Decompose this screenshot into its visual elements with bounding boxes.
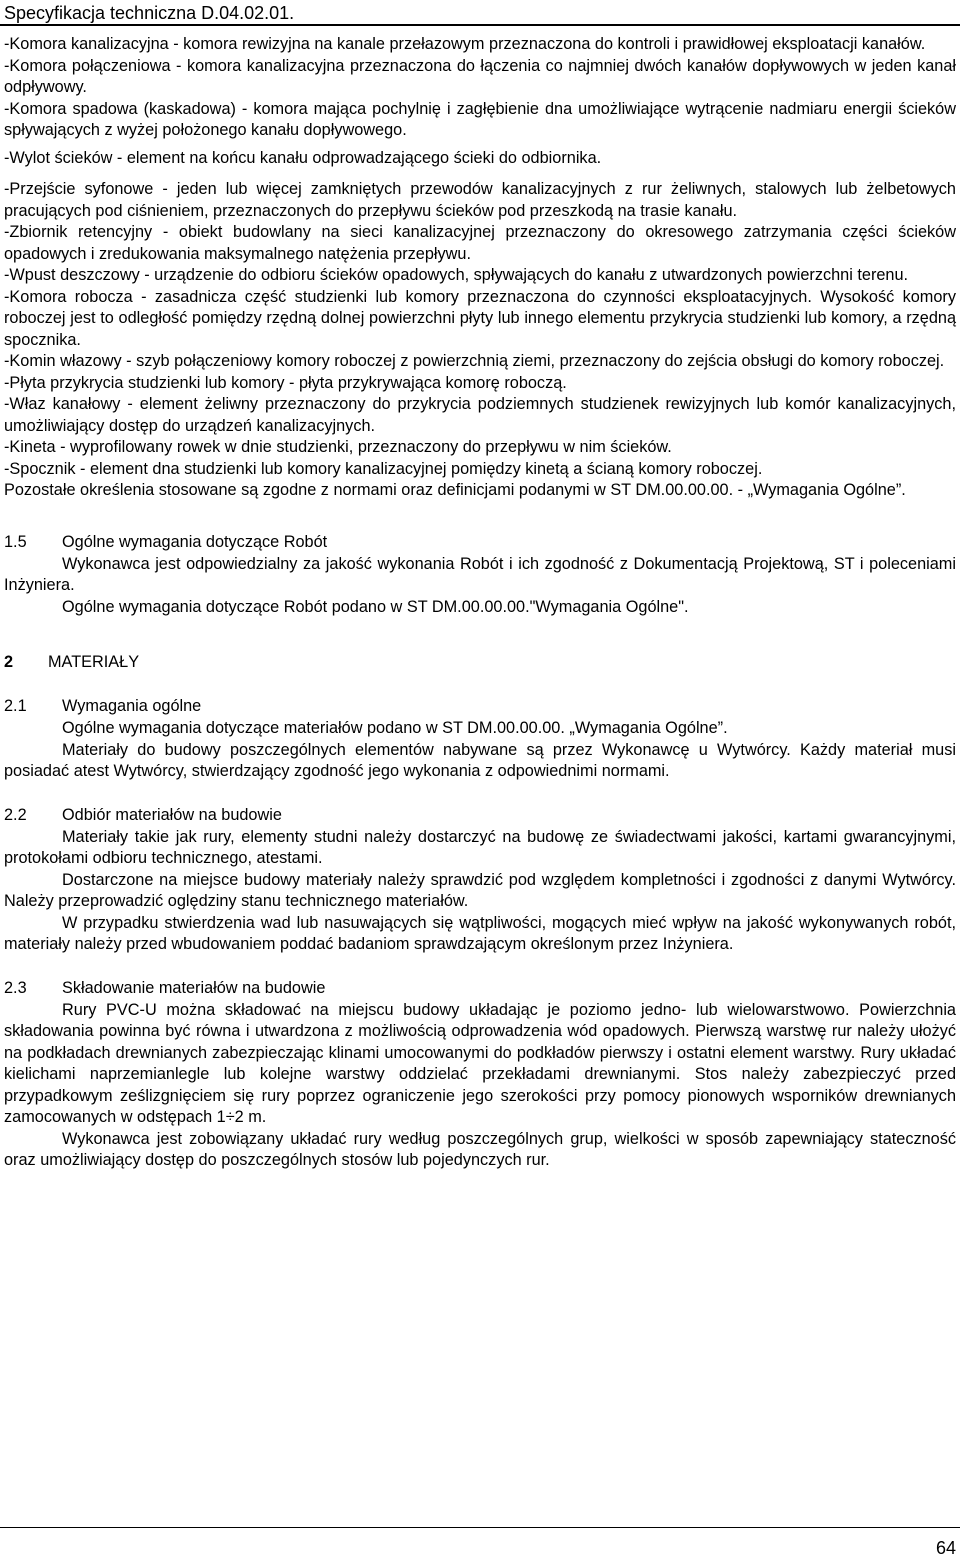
section-heading-2-2 [4,805,956,827]
definition-zbiornik-retencyjny: -Zbiornik retencyjny - obiekt budowlany na sieci kanalizacyjnej przeznaczony do okresowego zatrzymania części ścieków opadowych i zredukowania maksymalnego natężenia przepływu. [4,223,956,263]
section-title: Odbiór materiałów na budowie [62,805,282,824]
section-title: Składowanie materiałów na budowie [62,978,326,997]
section-number: 2.2 [4,805,27,824]
section-heading-1-5 [4,532,956,554]
definition-wlaz-kanalowy: -Właz kanałowy - element żeliwny przeznaczony do przykrycia podziemnych studzienek rewizyjnych lub komór kanalizacyjnych, umożliwiający dostęp do urządzeń kanalizacyjnych. [4,395,956,435]
document-body [4,34,956,1172]
section-heading-2 [4,652,956,674]
section-title: Ogólne wymagania dotyczące Robót [62,532,328,551]
paragraph: Dostarczone na miejsce budowy materiały należy sprawdzić pod względem kompletności i zgodności z danymi Wytwórcy. Należy przeprowadzić oględziny stanu technicznego materiałów. [4,870,956,910]
definition-komora-robocza: -Komora robocza - zasadnicza część studzienki lub komory przeznaczona do czynności eksploatacyjnych. Wysokość komory roboczej jest to odległość pomiędzy rzędną dolnej powierzchni płyty lub innego elementu przykrycia studzienki lub komory, a rzędną spocznika. [4,287,956,349]
page-number: 64 [935,1538,956,1558]
section-number: 2.3 [4,978,27,997]
header-divider [0,24,960,26]
paragraph: W przypadku stwierdzenia wad lub nasuwających się wątpliwości, mogących mieć wpływ na jakość wykonywanych robót, materiały należy przed wbudowaniem poddać badaniom sprawdzającym określonym przez Inżyniera. [4,913,956,953]
definition-komora-polaczeniowa: -Komora połączeniowa - komora kanalizacyjna przeznaczona do łączenia co najmniej dwóch kanałów dopływowych w jeden kanał odpływowy. [4,56,956,96]
paragraph: Rury PVC-U można składować na miejscu budowy układając je poziomo jedno- lub wielowarstwowo. Powierzchnia składowania powinna być równa i utwardzona z możliwością odprowadzenia wód opadowych. Pierwszą warstwę rur należy ułożyć na podkładach drewnianych zabezpieczając klinami umocowanymi do podkładów pierwszy i ostatni element warstwy. Rury układać kielichami naprzemianlegle lub kolejne warstwy oddzielać przekładami drewnianymi. Stos należy zabezpieczyć przed przypadkowym ześlizgnięciem się rury poprzez ograniczenie jego szerokości przy pomocy pionowych wsporników drewnianych zamocowanych w odstępach 1÷2 m. [4,1000,956,1126]
paragraph: Materiały do budowy poszczególnych elementów nabywane są przez Wykonawcę u Wytwórcy. Każdy materiał musi posiadać atest Wytwórcy, stwierdzający zgodność jego wykonania z odpowiednimi normami. [4,740,956,780]
footer-divider [0,1527,960,1528]
definition-kineta: -Kineta - wyprofilowany rowek w dnie studzienki, przeznaczony do przepływu w nim ścieków. [4,438,672,456]
definition-komin-wlazowy: -Komin włazowy - szyb połączeniowy komory roboczej z powierzchnią ziemi, przeznaczony do zejścia obsługi do komory roboczej. [4,352,945,370]
section-number: 1.5 [4,532,27,551]
definition-spocznik: -Spocznik - element dna studzienki lub komory kanalizacyjnej pomiędzy kinetą a ścianą komory roboczej. [4,459,763,478]
section-heading-2-1 [4,696,956,718]
paragraph: Ogólne wymagania dotyczące Robót podano w ST DM.00.00.00."Wymagania Ogólne". [62,597,689,616]
document-header-title: Specyfikacja techniczna D.04.02.01. [4,3,295,23]
paragraph: Materiały takie jak rury, elementy studni należy dostarczyć na budowę ze świadectwami jakości, kartami gwarancyjnymi, protokołami odbioru technicznego, atestami. [4,827,956,867]
section-title: Wymagania ogólne [62,697,202,715]
definition-wylot-sciekow: -Wylot ścieków - element na końcu kanału odprowadzającego ścieki do odbiornika. [4,148,602,167]
section-number: 2.1 [4,697,27,715]
section-title: MATERIAŁY [48,653,140,671]
section-number: 2 [4,653,14,671]
definition-komora-kanalizacyjna: -Komora kanalizacyjna - komora rewizyjna na kanale przełazowym przeznaczona do kontroli i prawidłowej eksploatacji kanałów. [4,35,926,53]
definition-plyta-przykrycia: -Płyta przykrycia studzienki lub komory - płyta przykrywająca komorę roboczą. [4,373,567,392]
definitions-closing-note: Pozostałe określenia stosowane są zgodne z normami oraz definicjami podanymi w ST DM.00.00.00. - „Wymagania Ogólne”. [4,481,906,499]
section-heading-2-3 [4,978,956,1000]
paragraph: Wykonawca jest odpowiedzialny za jakość wykonania Robót i ich zgodność z Dokumentacją Projektową, ST i poleceniami Inżyniera. [4,554,956,594]
definition-przejscie-syfonowe: -Przejście syfonowe - jeden lub więcej zamkniętych przewodów kanalizacyjnych z rur żeliwnych, stalowych lub żelbetowych pracujących pod ciśnieniem, przeznaczonych do przepływu ścieków pod przeszkodą na trasie kanału. [4,180,956,220]
definition-wpust-deszczowy: -Wpust deszczowy - urządzenie do odbioru ścieków opadowych, spływających do kanału z utwardzonych powierzchni terenu. [4,266,909,284]
definition-komora-spadowa: -Komora spadowa (kaskadowa) - komora mająca pochylnię i zagłębienie dna umożliwiające wytrącenie nadmiaru energii ścieków spływających z wyżej położonego kanału dopływowego. [4,99,956,139]
paragraph: Ogólne wymagania dotyczące materiałów podano w ST DM.00.00.00. „Wymagania Ogólne”. [62,719,728,737]
paragraph: Wykonawca jest zobowiązany układać rury według poszczególnych grup, wielkości w sposób zapewniający stateczność oraz umożliwiający dostęp do poszczególnych stosów lub pojedynczych rur. [4,1129,956,1169]
